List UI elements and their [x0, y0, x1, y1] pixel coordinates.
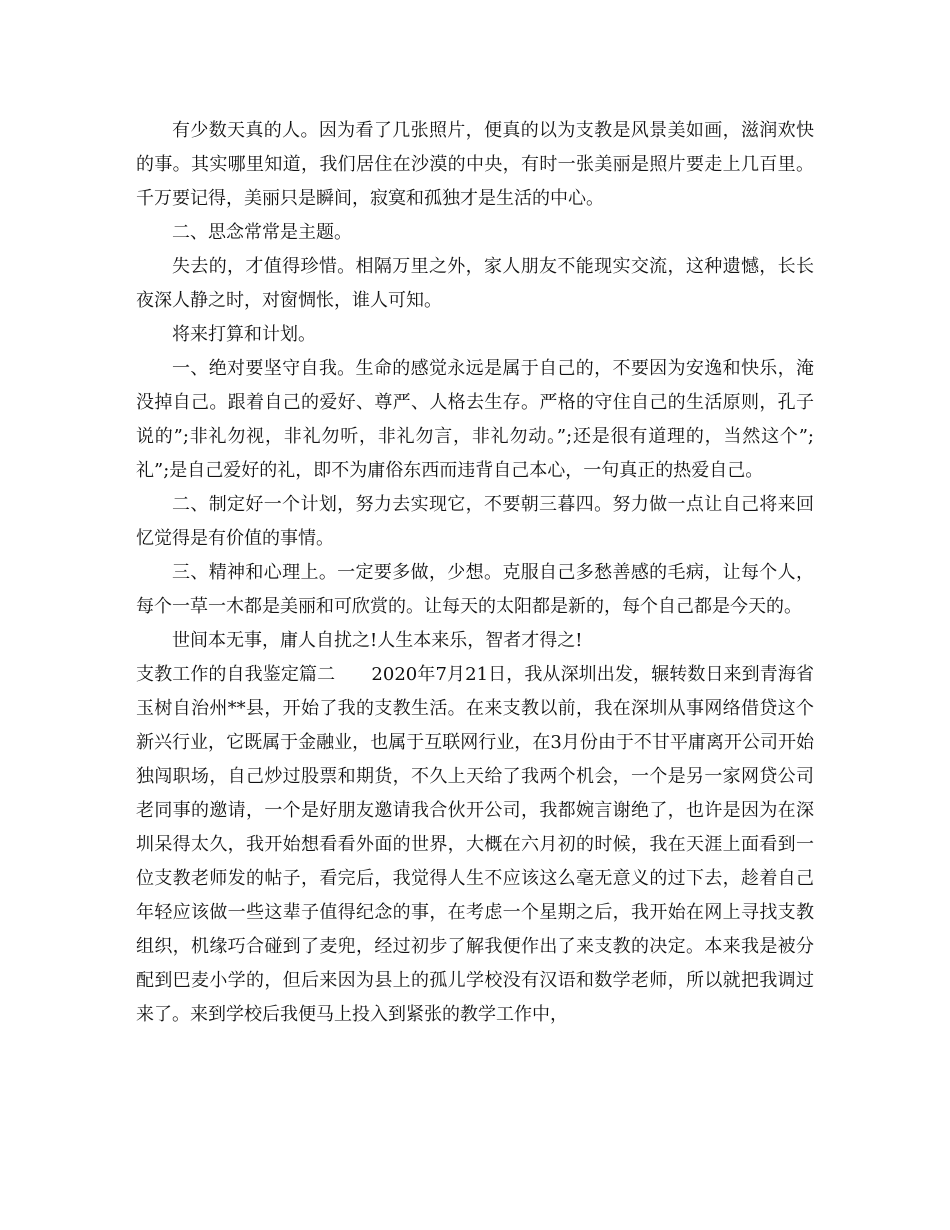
document-body [136, 114, 814, 1032]
paragraph-heading-longing: 二、思念常常是主题。 [172, 222, 352, 243]
paragraph-intro: 有少数天真的人。因为看了几张照片，便真的以为支教是风景美如画，滋润欢快的事。其实哪里知道，我们居住在沙漠的中央，有时一张美丽是照片要走上几百里。千万要记得，美丽只是瞬间，寂寞和孤独才是生活的中心。 [136, 120, 814, 209]
paragraph-plan-two: 二、制定好一个计划，努力去实现它，不要朝三暮四。努力做一点让自己将来回忆觉得是有价值的事情。 [136, 494, 814, 549]
paragraph-heading-plans: 将来打算和计划。 [172, 324, 316, 345]
paragraph-plan-one: 一、绝对要坚守自我。生命的感觉永远是属于自己的，不要因为安逸和快乐，淹没掉自己。跟着自己的爱好、尊严、人格去生存。严格的守住自己的生活原则，孔子说的”;非礼勿视，非礼勿听，非礼勿言，非礼勿动。”;还是很有道理的，当然这个”;礼”;是自己爱好的礼，即不为庸俗东西而违背自己本心，一句真正的热爱自己。 [136, 358, 814, 481]
paragraph-part-two: 支教工作的自我鉴定篇二 2020年7月21日，我从深圳出发，辗转数日来到青海省玉树自治州**县，开始了我的支教生活。在来支教以前，我在深圳从事网络借贷这个新兴行业，它既属于金融业，也属于互联网行业，在3月份由于不甘平庸离开公司开始独闯职场，自己炒过股票和期货，不久上天给了我两个机会，一个是另一家网贷公司老同事的邀请，一个是好朋友邀请我合伙开公司，我都婉言谢绝了，也许是因为在深圳呆得太久，我开始想看看外面的世界，大概在六月初的时候，我在天涯上面看到一位支教老师发的帖子，看完后，我觉得人生不应该这么毫无意义的过下去，趁着自己年轻应该做一些这辈子值得纪念的事，在考虑一个星期之后，我开始在网上寻找支教组织，机缘巧合碰到了麦兜，经过初步了解我便作出了来支教的决定。本来我是被分配到巴麦小学的，但后来因为县上的孤儿学校没有汉语和数学老师，所以就把我调过来了。来到学校后我便马上投入到紧张的教学工作中， [136, 664, 814, 1025]
paragraph-motto: 世间本无事，庸人自扰之!人生本来乐，智者才得之! [172, 630, 583, 651]
paragraph-longing: 失去的，才值得珍惜。相隔万里之外，家人朋友不能现实交流，这种遗憾，长长夜深人静之时，对窗惆怅，谁人可知。 [136, 256, 814, 311]
paragraph-plan-three: 三、精神和心理上。一定要多做，少想。克服自己多愁善感的毛病，让每个人，每个一草一木都是美丽和可欣赏的。让每天的太阳都是新的，每个自己都是今天的。 [136, 562, 814, 617]
